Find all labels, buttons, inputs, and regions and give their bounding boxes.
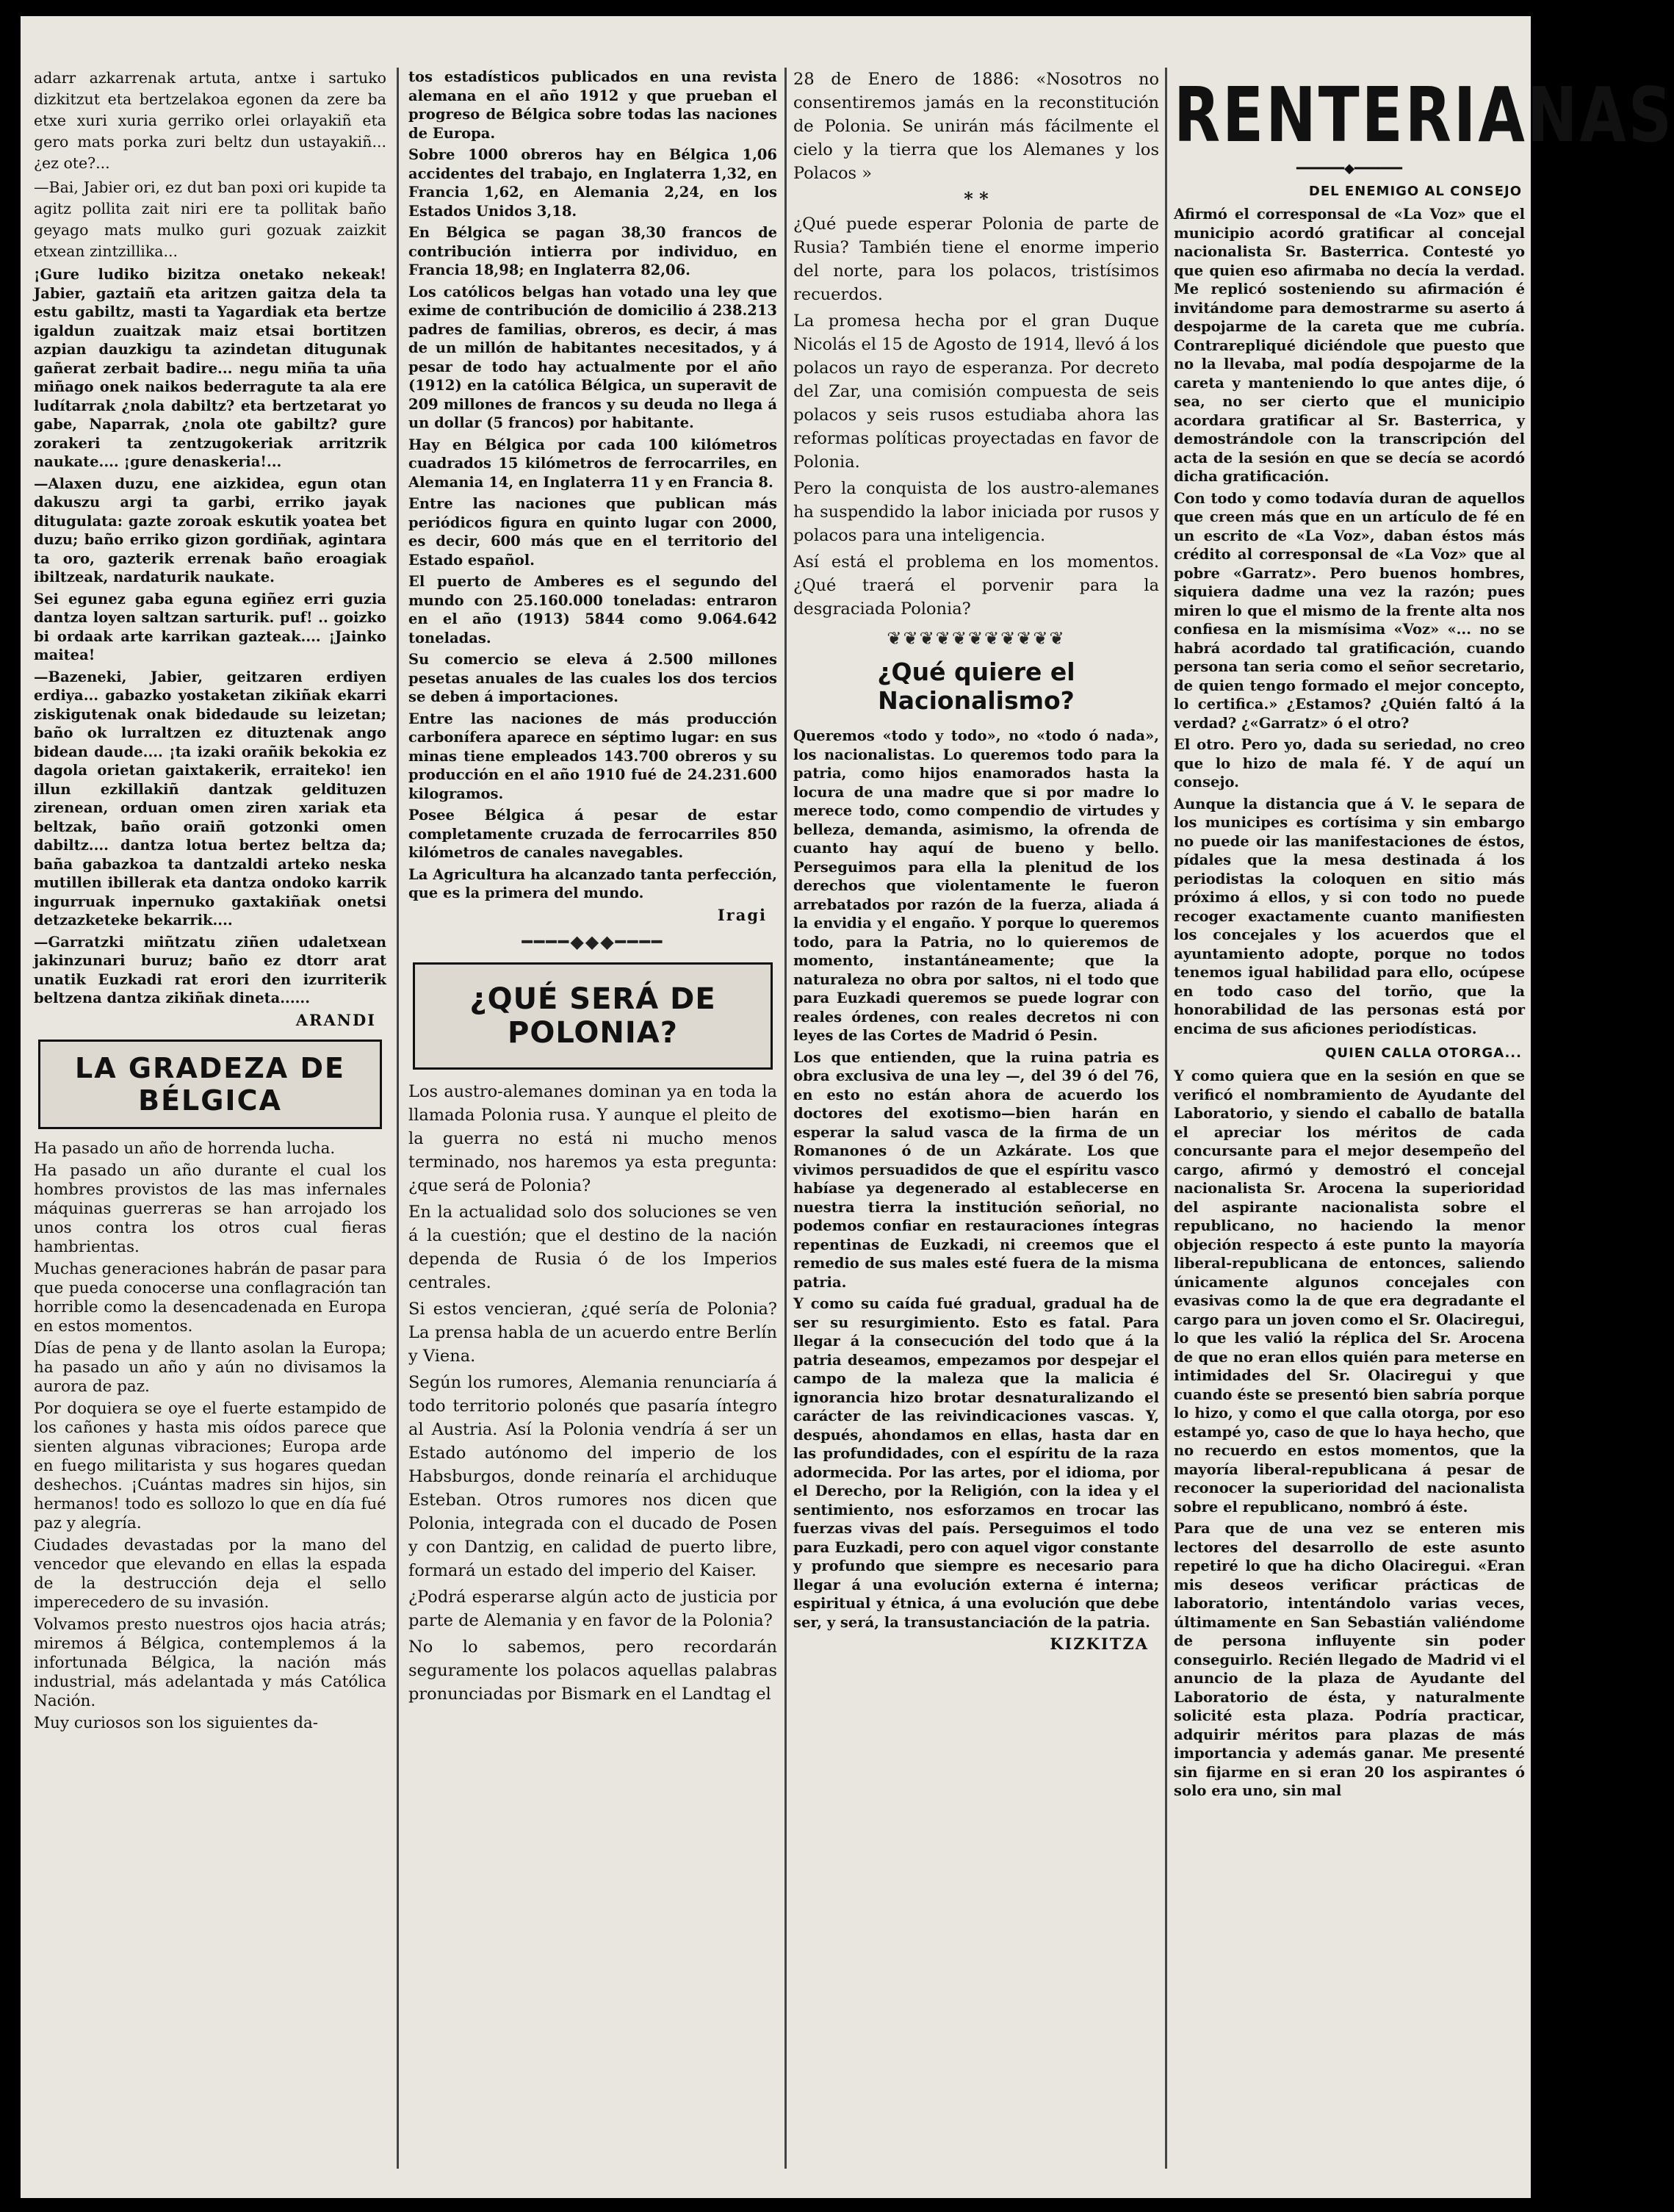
- ornament-divider: ━━━━◆◆◆━━━━: [522, 931, 664, 952]
- paragraph: tos estadísticos publicados en una revista alemana en el año 1912 y que prueban el progreso de Bélgica sobre todas las naciones de Europa.: [408, 68, 777, 142]
- paragraph: Así está el problema en los momentos. ¿Qué traerá el porvenir para la desgraciada Polonia?: [793, 552, 1159, 619]
- paragraph: —Bai, Jabier ori, ez dut ban poxi ori kupide ta agitz pollita zait niri ere ta pollitak baño geyago mats mulko guri gozuak zaizkit etxean zintzillika...: [34, 179, 386, 260]
- paragraph: Con todo y como todavía duran de aquellos que creen más que en un artículo de fé en un escrito de «La Voz», daban éstos más crédito al corresponsal de «La Voz» que al pobre «Garratz». Pero buenos hombres, siquiera dadme una vez la razón; pues miren lo que el mismo de la frente alta nos confiesa en la mismísima «Voz» «... no se habrá acordado tal gratificación, cuando persona tan seria como el señor secretario, de quien tengo formado el mejor concepto, lo certifica.» ¿Estamos? ¿Quién faltó á la verdad? ¿«Garratz» ó el otro?: [1174, 489, 1525, 732]
- paragraph: Volvamos presto nuestros ojos hacia atrás; miremos á Bélgica, contemplemos á la infortunada Bélgica, la nación más industrial, más adelantada y más Católica Nación.: [34, 1615, 386, 1710]
- belgica-continued: [408, 68, 777, 903]
- paragraph: En la actualidad solo dos soluciones se ven á la cuestión; que el destino de la nación dependa de Rusia ó de los Imperios centrales.: [408, 1202, 777, 1292]
- arrow-divider: ━━━━━━◆━━━━━━: [1296, 161, 1402, 176]
- paragraph: ¿Podrá esperarse algún acto de justicia por parte de Alemania y en favor de la Polonia?: [408, 1587, 777, 1630]
- paragraph: Y como quiera que en la sesión en que se verificó el nombramiento de Ayudante del Laboratorio, y siendo el caballo de batalla el apreciar los méritos de cada concursante para el mejor desempeño del cargo, afirmó y demostró el concejal nacionalista Sr. Arocena la superioridad del aspirante nacionalista sobre el republicano, no haciendo la menor objeción respecto á este punto la mayoría liberal-republicana de entonces, saliendo únicamente algunos concejales con evasivas como la de que era degradante el cargo para un joven como el Sr. Olaciregui, lo que les valió la réplica del Sr. Arocena de que no eran ellos quién para meterse en intimidades del Sr. Olaciregui y que cuando éste se presentó bien sabría porque lo hizo, y como el que calla otorga, por eso estampé yo, caso de que lo haya hecho, que no recuerdo en estos momentos, que la mayoría liberal-republicana á pesar de reconocer la superioridad del nacionalista sobre el republicano, nombró á éste.: [1174, 1067, 1525, 1516]
- paragraph: El otro. Pero yo, dada su seriedad, no creo que lo hizo de mala fé. Y de aquí un consejo.: [1174, 736, 1525, 790]
- paragraph: Pero la conquista de los austro-alemanes ha suspendido la labor iniciada por rusos y polacos para una inteligencia.: [793, 479, 1159, 545]
- signature-kizkitza: KIZKITZA: [1050, 1635, 1149, 1653]
- euskera-article: [34, 68, 386, 262]
- paragraph: Para que de una vez se enteren mis lectores del desarrollo de este asunto repetiré lo que ha dicho Olaciregui. «Eran mis deseos verificar prácticas de laboratorio, intentándolo varias veces, últimamente en San Sebastián valiéndome de persona influyente sin poder conseguirlo. Recién llegado de Madrid vi el anuncio de la plaza de Ayudante del Laboratorio de ésta, y naturalmente solicité esta plaza. Podría practicar, adquirir méritos para plazas de más importancia y además ganar. Me presenté sin fijarme en si eran 20 los aspirantes ó solo era uno, sin mal: [1174, 1520, 1525, 1799]
- paragraph: Hay en Bélgica por cada 100 kilómetros cuadrados 15 kilómetros de ferrocarriles, en Alemania 14, en Inglaterra 11 y en Francia 8.: [408, 436, 777, 491]
- paragraph: El puerto de Amberes es el segundo del mundo con 25.160.000 toneladas: entraron en el año (1913) 5844 como 9.064.642 toneladas.: [408, 573, 777, 646]
- subhead-enemigo: DEL ENEMIGO AL CONSEJO: [1308, 184, 1522, 199]
- paragraph: No lo sabemos, pero recordarán seguramente los polacos aquellas palabras pronunciadas por Bismark en el Landtag el: [408, 1637, 777, 1704]
- newspaper-page: [21, 16, 1674, 2198]
- paragraph: Muy curiosos son los siguientes da-: [34, 1713, 319, 1732]
- stars-separator: * *: [964, 188, 989, 209]
- signature-arandi: ARANDI: [295, 1010, 376, 1029]
- paragraph: Ha pasado un año de horrenda lucha.: [34, 1139, 336, 1158]
- column-1: [34, 68, 386, 2176]
- paragraph: Sobre 1000 obreros hay en Bélgica 1,06 accidentes del trabajo, en Inglaterra 1,32, en Francia 1,62, en Alemania 2,24, en los Estados Unidos 3,18.: [408, 146, 777, 220]
- paragraph: Sei egunez gaba eguna egiñez erri guzia dantza loyen saltzan sarturik. puf! .. goizko bi ordaak arte karrikan gazteak.... ¡Jainko maitea!: [34, 590, 386, 663]
- euskera-article-bold: [34, 265, 386, 1008]
- paragraph: Y como su caída fué gradual, gradual ha de ser su resurgimiento. Esto es fatal. Para llegar á la consecución del todo que á la patria deseamos, empezamos por despejar el campo de la maleza que la malicia é ignorancia hizo brotar desnaturalizando el carácter de las reivindicaciones vascas. Y, después, ahondamos en ellas, hasta dar en las profundidades, con el espíritu de la raza adormecida. Por las artes, por el idioma, por el Derecho, por la Religión, con la idea y el sentimiento, nos esforzamos en trocar las fuerzas vivas del país. Perseguimos el todo para Euzkadi, pero con aquel vigor constante y profundo que siempre es necesario para llegar á una evolución externa é interna; espiritual y étnica, á una evolución que debe ser, y será, la transustanciación de la patria.: [793, 1295, 1159, 1631]
- paragraph: La promesa hecha por el gran Duque Nicolás el 15 de Agosto de 1914, llevó á los polacos un rayo de esperanza. Por decreto del Zar, una comisión compuesta de seis polacos y seis rusos estudiaba ahora las reformas políticas proyectadas en favor de Polonia.: [793, 311, 1159, 472]
- nacionalismo-article: [793, 727, 1159, 1632]
- headline-nacionalismo: ¿Qué quiere el Nacionalismo?: [877, 658, 1075, 715]
- paragraph: Entre las naciones de más producción carbonífera aparece en séptimo lugar: en sus minas tiene empleados 143.700 obreros y su producción en el año 1910 fué de 24.231.600 kilogramos.: [408, 710, 777, 802]
- paragraph: Entre las naciones que publican más periódicos figura en quinto lugar con 2000, es decir, 600 más que en el territorio del Estado español.: [408, 495, 777, 569]
- column-rule: [784, 68, 787, 2169]
- paragraph: Los austro-alemanes dominan ya en toda la llamada Polonia rusa. Y aunque el pleito de la guerra no está ni mucho menos terminado, nos haremos ya esta pregunta: ¿que será de Polonia?: [408, 1081, 777, 1195]
- column-rule: [397, 68, 399, 2169]
- paragraph: Los que entienden, que la ruina patria es obra exclusiva de una ley —, del 39 ó del 76, en esto no están ahora de acuerdo los doctores del exotismo—bien harán en esperar la salud vasca de la firma de un Romanones ó de un Azkárate. Los que vivimos persuadidos de que el espíritu vasco habíase ya degenerado al establecerse en nuestra tierra la institución señorial, no podemos confiar en restauraciones íntegras repentinas de Euzkadi, ni creemos que el remedio de sus males esté fuera de la misma patria.: [793, 1048, 1159, 1291]
- renterianas-section-1: [1174, 205, 1525, 1038]
- masthead-renterianas: RENTERIANAS: [1174, 72, 1674, 159]
- paragraph: —Alaxen duzu, ene aizkidea, egun otan dakuszu argi ta garbi, erriko jayak ditugulata: gazte zoroak eskutik yoatea bet duzu; baño erriko gizon gordiñak, agintara ta oro, gazterik errenak baño eroagiak ibiltzeak, nardaturik naukate.: [34, 475, 386, 586]
- column-4: [1174, 68, 1674, 2176]
- polonia-continued: [793, 68, 1159, 621]
- paragraph: Si estos vencieran, ¿qué sería de Polonia? La prensa habla de un acuerdo entre Berlín y Viena.: [408, 1299, 777, 1366]
- paragraph: Queremos «todo y todo», no «todo ó nada», los nacionalistas. Lo queremos todo para la patria, como hijos enamorados hasta la locura de una madre que si por madre lo merece todo, como compendio de virtudes y belleza, demanda, asimismo, la ofrenda de cuanto hay aquí de bueno y bello. Perseguimos para ella la plenitud de los derechos que violentamente le fueron arrebatados por razón de la fuerza, aliada á la envidia y el engaño. Y porque lo queremos todo, para la Patria, no lo quieremos de momento, instantáneamente; que la naturaleza no obra por saltos, ni el todo que para Euzkadi queremos se puede lograr con reales órdenes, con reales decretos ni con leyes de las Cortes de Madrid ó Pesin.: [793, 727, 1159, 1044]
- signature-iragi: Iragi: [717, 905, 767, 924]
- renterianas-section-2: [1174, 1067, 1525, 1801]
- paragraph: 28 de Enero de 1886: «Nosotros no consentiremos jamás en la reconstitución de Polonia. Se unirán más fácilmente el cielo y la tierra que los Alemanes y los Polacos »: [793, 70, 1159, 183]
- polonia-article: [408, 1080, 777, 1706]
- headline-belgica: LA GRADEZA DE BÉLGICA: [38, 1040, 382, 1129]
- paragraph: En Bélgica se pagan 38,30 francos de contribución intierra por individuo, en Francia 18,98; en Inglaterra 82,06.: [408, 224, 777, 278]
- paragraph: adarr azkarrenak artuta, antxe i sartuko dizkitzut eta bertzelakoa egonen da zere ba etxe xuri xuria gerriko orlei orlayakiñ eta gero mats porka zuri beltz dun ustayakiñ... ¿ez ote?...: [34, 69, 386, 172]
- paragraph: Afirmó el corresponsal de «La Voz» que el municipio acordó gratificar al concejal nacionalista Sr. Basterrica. Contesté yo que quien eso afirmaba no decía la verdad. Me replicó sosteniendo su afirmación é invitándome para demostrarme su aserto á despojarme de la careta que me cubría. Contrarepliqué diciéndole que puesto que no la llevaba, mal podía despojarme de la careta y manteniendo lo que antes dije, ó sea, no ser cierto que el municipio acordara gratificar al Sr. Basterrica, y demostrándole con la transcripción del acta de la sesión en que se decía se acordó dicha gratificación.: [1174, 206, 1525, 485]
- paragraph: Su comercio se eleva á 2.500 millones pesetas anuales de las cuales los dos tercios se deben á importaciones.: [408, 651, 777, 705]
- paragraph: Los católicos belgas han votado una ley que exime de contribución de domicilio á 238.213 padres de familias, obreros, es decir, á mas de un millón de habitantes necesitados, y á pesar de todo hay actualmente por el año (1912) en la católica Bélgica, un superavit de 209 millones de francos y su deuda no llega á un dollar (5 francos) por habitante.: [408, 283, 777, 431]
- paragraph: Muchas generaciones habrán de pasar para que pueda conocerse una conflagración tan horrible como la desencadenada en Europa en estos momentos.: [34, 1259, 386, 1336]
- paragraph: La Agricultura ha alcanzado tanta perfección, que es la primera del mundo.: [408, 865, 777, 901]
- paragraph: Según los rumores, Alemania renunciaría á todo territorio polonés que pasaría íntegro al Austria. Así la Polonia vendría á ser un Estado autónomo del imperio de los Habsburgos, donde reinaría el archiduque Esteban. Otros rumores nos dicen que Polonia, integrada con el ducado de Posen y con Dantzig, en calidad de puerto libre, formará un estado del imperio del Kaiser.: [408, 1372, 777, 1580]
- paragraph: Posee Bélgica á pesar de estar completamente cruzada de ferrocarriles 850 kilómetros de canales navegables.: [408, 807, 777, 861]
- paragraph: Ciudades devastadas por la mano del vencedor que elevando en ellas la espada de la destrucción deja el sello imperecedero de su invasión.: [34, 1535, 386, 1612]
- paragraph: ¿Qué puede esperar Polonia de parte de Rusia? También tiene el enorme imperio del norte, para los polacos, tristísimos recuerdos.: [793, 215, 1159, 304]
- column-rule: [1165, 68, 1167, 2169]
- paragraph: ¡Gure ludiko bizitza onetako nekeak! Jabier, gaztaiñ eta aritzen gaitza dela ta estu gabiltz, masti ta Yagardiak eta bertze igaldun zuaitzak maiz etsai bortitzen azpian dauzkigu ta azindetan ditugunak gañerat zerbait badire... negu miña ta uña miñago onek naikos bederragute ta ala ere ludítarrak ¿nola dabiltz? eta bertzetarat yo gabe, Naparrak, ¿nola ote gabiltz? gure zorakeri ta zentzugokeriak arritzrik naukate.... ¡gure denaskeria!...: [34, 266, 386, 470]
- paragraph: Aunque la distancia que á V. le separa de los municipes es cortísima y sin embargo no puede oir las manifestaciones de éstos, pídales que la mesa destinada á los periodistas la coloquen en sitio más próximo á ellos, y si con todo no puede recoger exactamente cuanto manifiesten los concejales y los acuerdos que el ayuntamiento adopte, porque no todos tenemos igual habilidad para ello, ocúpese en todo caso del torño, que la honorabilidad de las personas está por encima de sus aficiones periodísticas.: [1174, 795, 1525, 1037]
- paragraph: Ha pasado un año durante el cual los hombres provistos de las mas infernales máquinas guerreras se han arrojado los unos contra los otros cual fieras hambrientas.: [34, 1161, 386, 1256]
- paragraph: —Bazeneki, Jabier, geitzaren erdiyen erdiya... gabazko yostaketan zikiñak ekarri ziskigutenak onak bidedaude su leizetan; baño ok lurraltzen ez dituztenak ango bidean daude.... ¡ta izaki orañik bekokia ez dagola orietan gaixtakerik, erraiteko! ien illun ezkillakiñ dantzak geldituzen zirenean, orduan omen ziren xariak eta beltzak, baño oraiñ gotzonki omen dabiltz.... dantza lotua bertez beltza da; baña gabazkoa ta dantzaldi arteko neska mutillen ibillerak eta dantza ondoko karrik ingurruak inpernuko gaxtakiñak onetsi detzazketeke bekarrik....: [34, 668, 386, 929]
- subhead-quien-calla: QUIEN CALLA OTORGA...: [1325, 1045, 1522, 1061]
- paragraph: Por doquiera se oye el fuerte estampido de los cañones y hasta mis oídos parece que sienten algunas vibraciones; Europa arde en fuego militarista y sus hogares quedan deshechos. ¡Cuántas madres sin hijos, sin hermanos! todo es sollozo lo que en día fué paz y alegría.: [34, 1399, 386, 1532]
- column-3: [793, 68, 1159, 2176]
- paragraph: —Garratzki miñtzatu ziñen udaletxean jakinzunari buruz; baño ez dtorr arat unatik Euzkadi rat erori den izurriterik beltzena dantza zikiñak dineta......: [34, 933, 386, 1006]
- paragraph: Días de pena y de llanto asolan la Europa; ha pasado un año y aún no divisamos la aurora de paz.: [34, 1339, 386, 1396]
- column-2: [408, 68, 777, 2176]
- ornament-divider: ❦❦❦❦❦❦❦❦❦❦❦: [887, 628, 1066, 649]
- headline-polonia: ¿QUÉ SERÁ DE POLONIA?: [413, 962, 773, 1070]
